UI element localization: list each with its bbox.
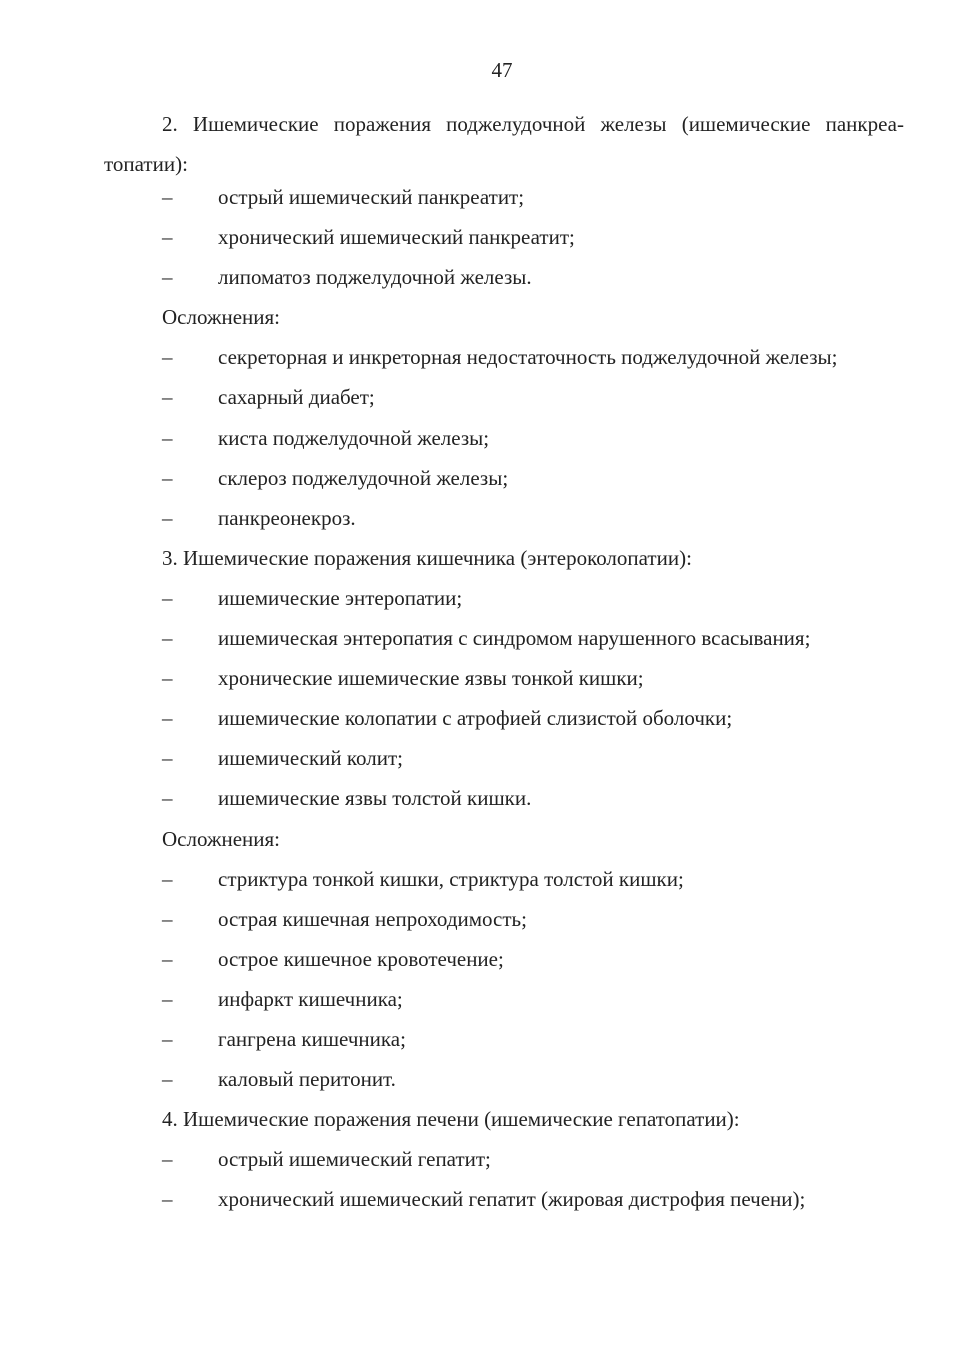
dash-bullet: – (162, 946, 173, 971)
complications-label: Осложнения: (162, 305, 280, 330)
list-item-text: липоматоз поджелудочной железы. (218, 265, 532, 290)
dash-bullet: – (162, 746, 173, 771)
page-number: 47 (491, 58, 513, 82)
dash-bullet: – (162, 1067, 173, 1092)
dash-bullet: – (162, 385, 173, 410)
list-item (104, 1146, 904, 1186)
list-item-text: ишемические язвы толстой кишки. (218, 786, 532, 811)
dash-bullet: – (162, 465, 173, 490)
list-item (104, 986, 904, 1026)
section-heading: 4. Ишемические поражения печени (ишемические гепатопатии): (162, 1107, 740, 1132)
list-item-text: каловый перитонит. (218, 1067, 396, 1092)
list-item-text: склероз поджелудочной железы; (218, 465, 509, 490)
dash-bullet: – (162, 1147, 173, 1172)
list-item-text: хронический ишемический гепатит (жировая дистрофия печени); (218, 1187, 806, 1212)
dash-bullet: – (162, 626, 173, 651)
dash-bullet: – (162, 1187, 173, 1212)
list-item-text: острый ишемический панкреатит; (218, 185, 525, 209)
list-item (104, 745, 904, 785)
dash-bullet: – (162, 345, 173, 370)
list-item (104, 946, 904, 986)
dash-bullet: – (162, 425, 173, 450)
list-item-text: ишемические колопатии с атрофией слизистой оболочки; (218, 706, 733, 731)
dash-bullet: – (162, 505, 173, 530)
list-item (104, 184, 904, 224)
list-item-text: хронический ишемический панкреатит; (218, 225, 575, 250)
list-item (104, 785, 904, 825)
dash-bullet: – (162, 666, 173, 691)
document-body (104, 104, 904, 1226)
section-heading: 3. Ишемические поражения кишечника (энтероколопатии): (162, 545, 692, 570)
dash-bullet: – (162, 585, 173, 610)
list-item-text: сахарный диабет; (218, 385, 375, 410)
list-item (104, 264, 904, 304)
section-heading (104, 104, 904, 184)
dash-bullet: – (162, 986, 173, 1011)
dash-bullet: – (162, 786, 173, 811)
list-item (104, 906, 904, 946)
list-item (104, 344, 904, 384)
list-item-text: секреторная и инкреторная недостаточность поджелудочной железы; (218, 345, 838, 370)
dash-bullet: – (162, 1026, 173, 1051)
list-item-text: гангрена кишечника; (218, 1026, 406, 1051)
list-item (104, 866, 904, 906)
list-item-text: киста поджелудочной железы; (218, 425, 490, 450)
list-item (104, 224, 904, 264)
list-item (104, 384, 904, 424)
list-item (104, 425, 904, 465)
list-item (104, 665, 904, 705)
dash-bullet: – (162, 265, 173, 290)
list-item-text: хронические ишемические язвы тонкой кишки; (218, 666, 644, 691)
list-item-text: ишемический колит; (218, 746, 404, 771)
complications-label: Осложнения: (162, 826, 280, 851)
list-item (104, 1026, 904, 1066)
list-item (104, 1186, 904, 1226)
dash-bullet: – (162, 185, 173, 209)
list-item-text: острый ишемический гепатит; (218, 1147, 491, 1172)
list-item-text: острая кишечная непроходимость; (218, 906, 527, 931)
section-heading-text: 2. Ишемические поражения поджелудочной железы (ишемические панкреа-топатии): (104, 112, 904, 176)
list-item (104, 705, 904, 745)
dash-bullet: – (162, 866, 173, 891)
list-item-text: стриктура тонкой кишки, стриктура толстой кишки; (218, 866, 684, 891)
list-item (104, 625, 904, 665)
list-item-text: панкреонекроз. (218, 505, 356, 530)
list-item (104, 1066, 904, 1106)
list-item-text: инфаркт кишечника; (218, 986, 403, 1011)
list-item (104, 465, 904, 505)
list-item-text: ишемическая энтеропатия с синдромом нарушенного всасывания; (218, 626, 811, 651)
list-item (104, 585, 904, 625)
dash-bullet: – (162, 906, 173, 931)
dash-bullet: – (162, 225, 173, 250)
list-item (104, 505, 904, 545)
list-item-text: ишемические энтеропатии; (218, 585, 463, 610)
dash-bullet: – (162, 706, 173, 731)
list-item-text: острое кишечное кровотечение; (218, 946, 504, 971)
